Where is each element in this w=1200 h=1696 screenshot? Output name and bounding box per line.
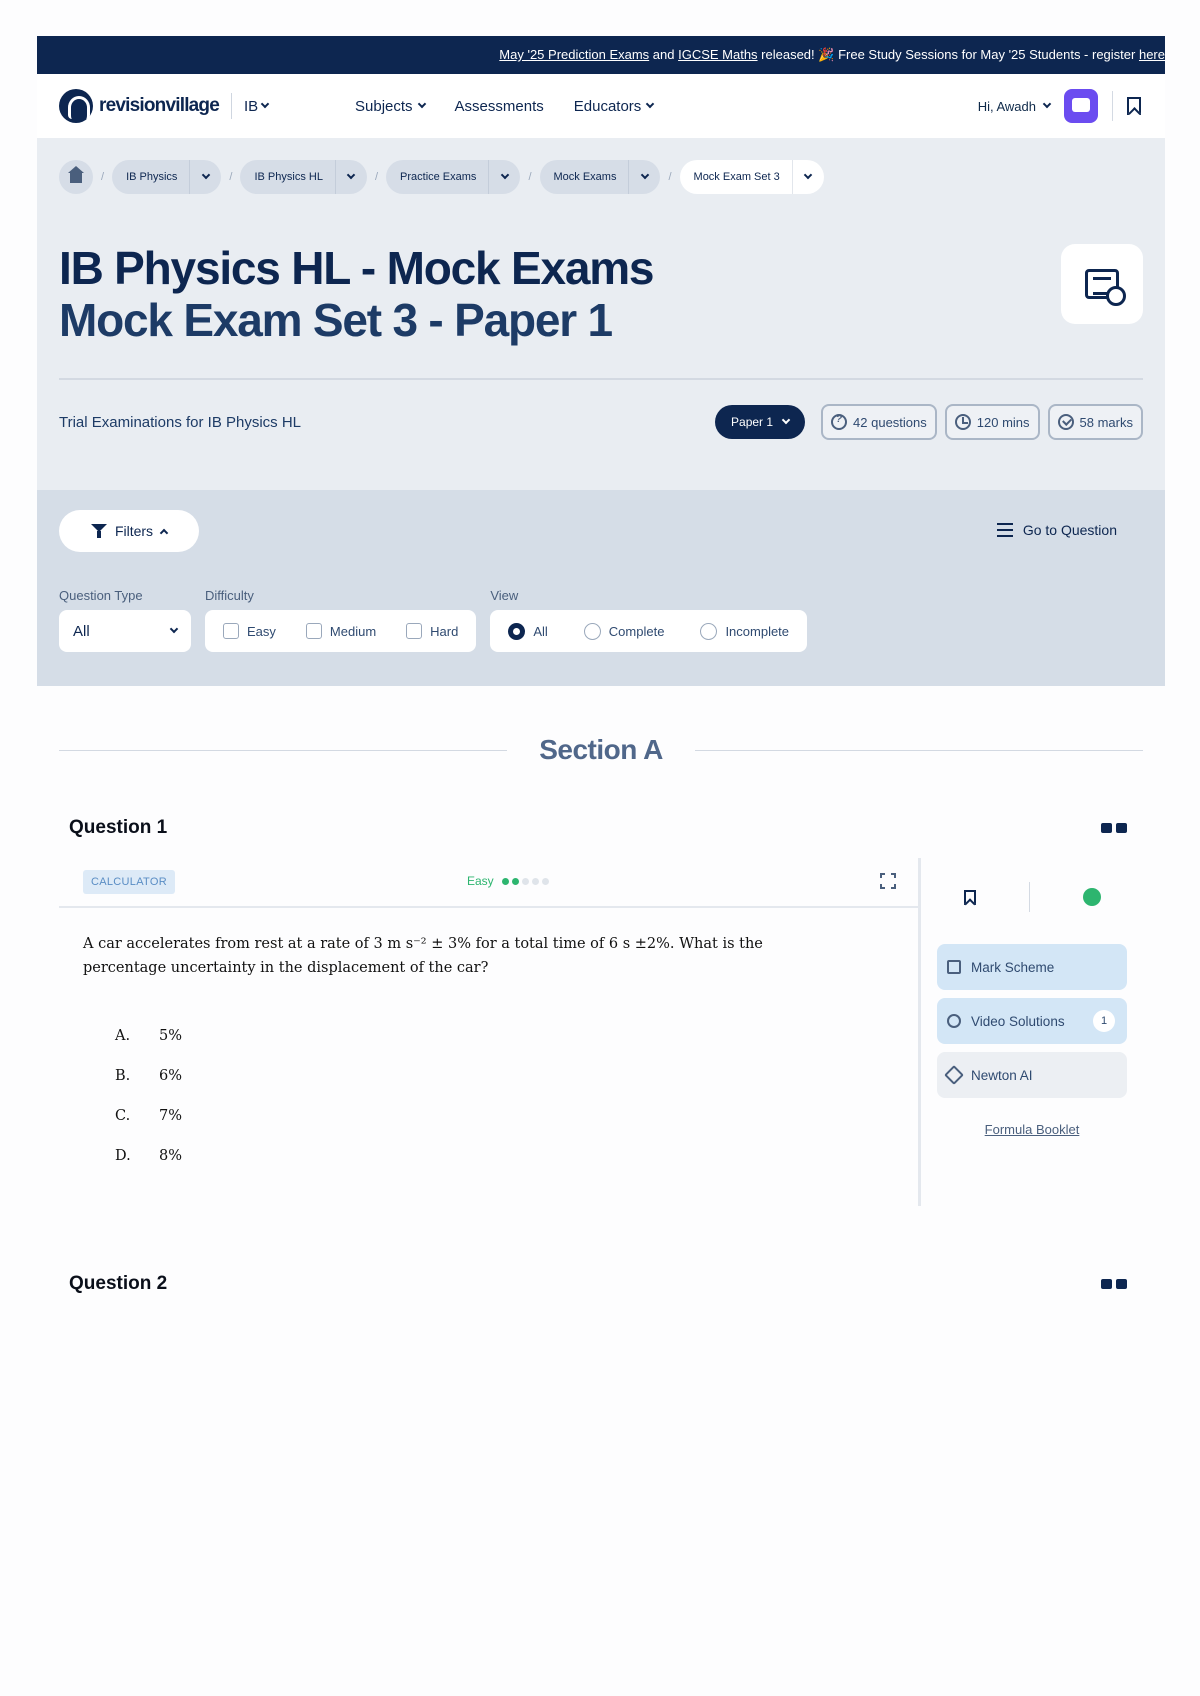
difficulty-easy[interactable] [223, 623, 276, 639]
view-all-label: All [533, 623, 548, 639]
difficulty-label: Easy [467, 874, 494, 888]
answer-option-d [115, 1148, 918, 1188]
question-type-filter [59, 588, 191, 652]
paper-select-label: Paper 1 [731, 415, 774, 429]
answer-option-c [115, 1108, 918, 1148]
view-complete[interactable] [584, 623, 665, 640]
header-info-row [59, 404, 1143, 440]
filters-toggle-button[interactable] [59, 510, 199, 552]
breadcrumb-dropdown[interactable] [335, 160, 367, 194]
marks-badge [1048, 404, 1143, 440]
answer-key: D. [115, 1148, 131, 1164]
filter-icon [91, 524, 107, 538]
question-actions [937, 872, 1127, 922]
breadcrumb-separator: / [374, 171, 379, 183]
nav-assessments[interactable] [455, 98, 544, 115]
answer-value: 8% [159, 1148, 183, 1164]
nav-subjects[interactable] [355, 98, 425, 115]
announcement-link-here[interactable]: here [1138, 47, 1165, 62]
video-solutions-label: Video Solutions [971, 1013, 1065, 1029]
breadcrumb-dropdown[interactable] [792, 160, 824, 194]
filter-row [59, 588, 1143, 652]
answer-key: C. [115, 1108, 131, 1124]
top-navbar [37, 74, 1165, 138]
difficulty-indicator [467, 874, 549, 888]
difficulty-dot [522, 878, 529, 885]
announcement-link-igcse[interactable]: IGCSE Maths [678, 47, 758, 62]
answer-option-a [115, 1028, 918, 1068]
clock-icon [955, 414, 971, 430]
breadcrumb-dropdown[interactable] [189, 160, 221, 194]
breadcrumb-separator: / [528, 171, 532, 183]
breadcrumb-label: IB Physics HL [254, 171, 323, 183]
checkbox[interactable] [306, 623, 322, 639]
section-line-right [695, 750, 1143, 751]
user-greeting: Hi, Awadh [977, 98, 1036, 114]
home-icon [70, 172, 82, 183]
announcement-text-mid: and [649, 47, 679, 62]
duration: 120 mins [976, 414, 1030, 430]
nav-links [355, 98, 653, 115]
nav-educators[interactable] [574, 98, 654, 115]
radio[interactable] [584, 623, 601, 640]
logo[interactable] [59, 89, 268, 123]
breadcrumb-mock-exams[interactable] [540, 160, 661, 194]
actions-divider [1029, 882, 1030, 912]
difficulty-filter [205, 588, 476, 652]
ai-sparkle-icon [944, 1065, 964, 1085]
breadcrumb-label: Mock Exam Set 3 [693, 171, 780, 183]
nav-educators-label: Educators [573, 97, 642, 115]
chevron-down-icon [347, 171, 355, 179]
mark-scheme-button[interactable] [937, 944, 1127, 990]
announcement-link-prediction[interactable]: May '25 Prediction Exams [499, 47, 650, 62]
home-button[interactable] [59, 160, 93, 194]
marks: 58 marks [1079, 414, 1133, 430]
video-solutions-button[interactable] [937, 998, 1127, 1044]
chevron-down-icon [261, 100, 269, 108]
section-title: Section A [539, 734, 663, 765]
breadcrumb-label: Mock Exams [553, 171, 617, 183]
newton-ai-label: Newton AI [971, 1067, 1033, 1083]
bookmark-icon[interactable] [1127, 97, 1141, 115]
difficulty-hard[interactable] [406, 623, 458, 639]
thumbs-down-icon[interactable] [1116, 823, 1127, 833]
document-icon [947, 960, 961, 974]
breadcrumb-ib-physics[interactable] [112, 160, 221, 194]
answer-options [59, 1028, 918, 1188]
list-icon [997, 523, 1013, 537]
view-incomplete[interactable] [700, 623, 789, 640]
question-type-label: Question Type [59, 588, 143, 603]
difficulty-hard-label: Hard [430, 623, 459, 639]
answer-value: 5% [159, 1028, 183, 1044]
answer-value: 7% [159, 1108, 183, 1124]
thumbs-up-icon[interactable] [1101, 823, 1112, 833]
question-1-body [59, 858, 921, 1206]
question-1-card [59, 858, 1143, 1206]
questions-count: 42 questions [853, 414, 927, 430]
breadcrumb-separator: / [668, 171, 672, 183]
page-subtitle: Trial Examinations for IB Physics HL [59, 413, 302, 431]
difficulty-options [205, 610, 476, 652]
chevron-down-icon [202, 171, 210, 179]
brand-name: revisionvillage [99, 95, 220, 116]
announcement-text: released! 🎉 Free Study Sessions for May '25 Students - register [757, 47, 1139, 62]
question-type-select[interactable] [59, 610, 191, 652]
checkbox[interactable] [223, 623, 239, 639]
program-selector[interactable] [244, 98, 268, 115]
breadcrumb-ib-physics-hl[interactable] [240, 160, 366, 194]
chevron-up-icon [160, 529, 168, 537]
breadcrumb-practice-exams[interactable] [386, 160, 520, 194]
difficulty-dot [502, 878, 509, 885]
answer-value: 6% [159, 1068, 183, 1084]
chevron-down-icon [170, 625, 178, 633]
question-2-title: Question 2 [69, 1273, 168, 1294]
difficulty-medium-label: Medium [329, 623, 377, 639]
exam-meta [715, 404, 1143, 440]
formula-booklet-link[interactable]: Formula Booklet [984, 1122, 1080, 1137]
view-all[interactable] [508, 623, 547, 640]
video-count-badge: 1 [1093, 1010, 1115, 1032]
user-menu[interactable] [978, 99, 1050, 114]
question-2-header [37, 1268, 1165, 1300]
filters-panel [37, 490, 1165, 686]
page-title-line1: IB Physics HL - Mock Exams [59, 242, 654, 294]
nav-subjects-label: Subjects [355, 97, 413, 115]
page-header [37, 138, 1165, 490]
question-type-value: All [73, 622, 90, 640]
duration-badge [945, 404, 1040, 440]
program-label: IB [244, 97, 259, 115]
difficulty-dot [512, 878, 519, 885]
breadcrumb-dropdown[interactable] [628, 160, 660, 194]
page-title [59, 242, 1143, 346]
difficulty-medium[interactable] [306, 623, 376, 639]
question-1-text: A car accelerates from rest at a rate of 3 m s⁻² ± 3% for a total time of 6 s ±2%. What is the percentage uncertainty in the displacement of the car? [83, 936, 763, 976]
feedback-buttons [1101, 823, 1127, 833]
view-filter [490, 588, 807, 652]
breadcrumb-label: Practice Exams [400, 171, 477, 183]
answer-option-b [115, 1068, 918, 1108]
question-1-header [37, 812, 1165, 844]
completion-status-icon[interactable] [1083, 888, 1101, 906]
newton-ai-button[interactable] [937, 1052, 1127, 1098]
section-divider [37, 686, 1165, 812]
check-circle-icon [1058, 414, 1074, 430]
difficulty-easy-label: Easy [247, 623, 276, 639]
exam-paper-icon [1085, 269, 1119, 299]
nav-assessments-label: Assessments [454, 97, 544, 115]
feedback-buttons [1101, 1279, 1127, 1289]
view-label: View [490, 588, 519, 603]
chevron-down-icon [1043, 100, 1051, 108]
radio-selected[interactable] [508, 623, 525, 640]
exam-icon-tile [1061, 244, 1143, 324]
page-frame [37, 36, 1165, 1300]
chevron-down-icon [417, 100, 425, 108]
paper-select[interactable] [715, 405, 805, 439]
mark-scheme-label: Mark Scheme [971, 959, 1055, 975]
avatar[interactable] [1064, 89, 1098, 123]
answer-key: A. [115, 1028, 131, 1044]
calculator-tag: CALCULATOR [83, 870, 175, 894]
view-incomplete-label: Incomplete [725, 623, 790, 639]
go-to-question-label: Go to Question [1022, 522, 1117, 538]
view-complete-label: Complete [608, 623, 665, 639]
difficulty-label: Difficulty [205, 588, 254, 603]
difficulty-dot [542, 878, 549, 885]
expand-icon[interactable] [880, 873, 896, 889]
answer-key: B. [115, 1068, 131, 1084]
chevron-down-icon [501, 171, 509, 179]
announcement-bar [37, 36, 1165, 74]
chevron-down-icon [782, 416, 790, 424]
difficulty-dot [532, 878, 539, 885]
question-1-sidebar [921, 858, 1143, 1206]
view-options [490, 610, 807, 652]
chevron-down-icon [641, 171, 649, 179]
breadcrumb-separator: / [101, 171, 105, 183]
questions-count-badge [821, 404, 937, 440]
logo-icon [59, 89, 93, 123]
nav-divider [1112, 91, 1113, 121]
play-icon [947, 1014, 961, 1028]
checkbox[interactable] [406, 623, 422, 639]
bookmark-icon[interactable] [964, 890, 976, 905]
thumbs-down-icon[interactable] [1116, 1279, 1127, 1289]
chevron-down-icon [804, 171, 812, 179]
chevron-down-icon [646, 100, 654, 108]
question-icon [831, 414, 847, 430]
nav-user-area [978, 89, 1141, 123]
difficulty-dots [502, 878, 549, 885]
thumbs-up-icon[interactable] [1101, 1279, 1112, 1289]
filters-button-label: Filters [114, 523, 154, 539]
breadcrumb [59, 160, 1143, 194]
question-1-title: Question 1 [69, 817, 168, 838]
breadcrumb-dropdown[interactable] [488, 160, 520, 194]
logo-divider [231, 93, 232, 119]
breadcrumb-mock-exam-set-3[interactable] [680, 160, 824, 194]
question-1-toolbar [59, 858, 918, 908]
page-title-line2: Mock Exam Set 3 - Paper 1 [59, 294, 612, 346]
breadcrumb-separator: / [229, 171, 233, 183]
breadcrumb-label: IB Physics [126, 171, 178, 183]
header-divider [59, 378, 1143, 380]
go-to-question-button[interactable] [997, 522, 1117, 538]
radio[interactable] [700, 623, 717, 640]
